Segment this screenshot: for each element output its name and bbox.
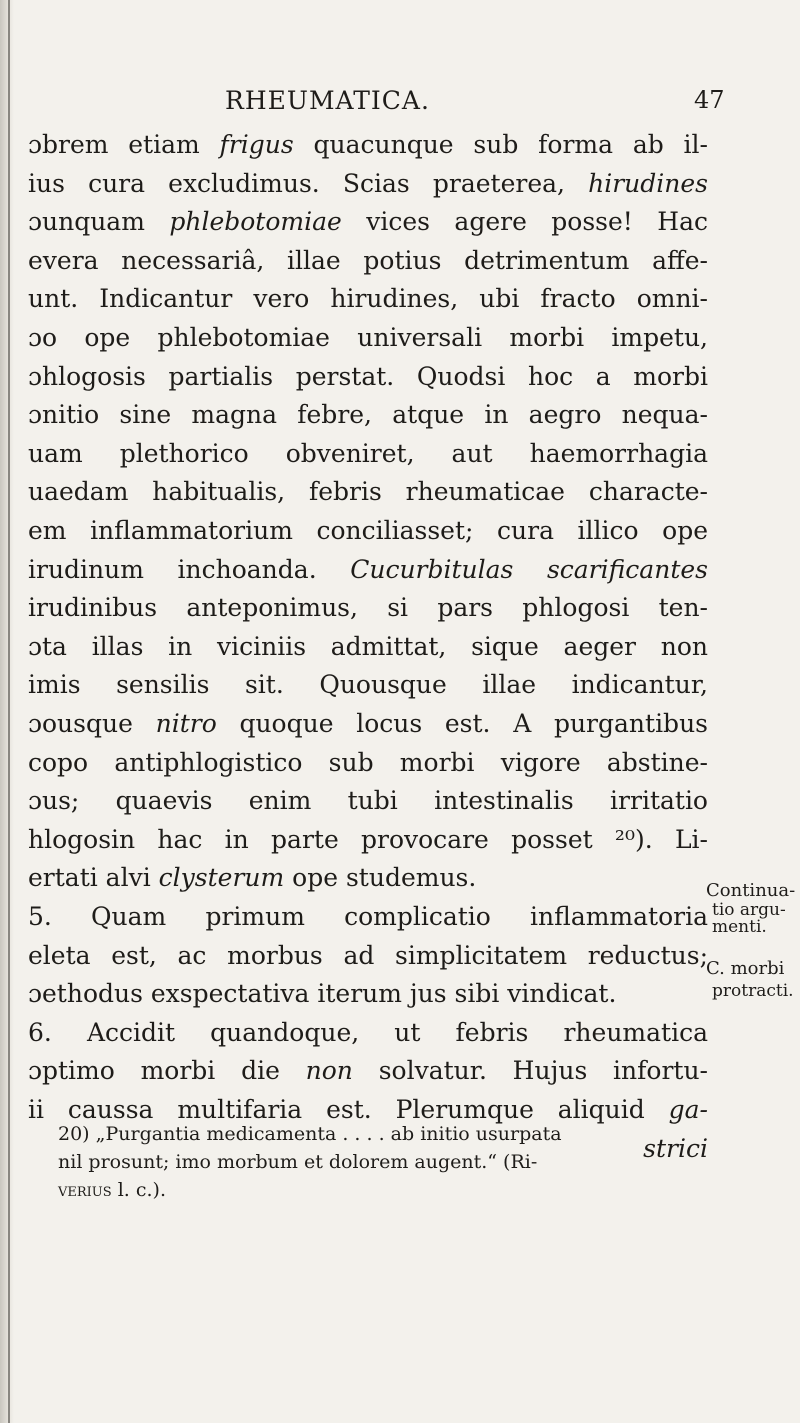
binding-gutter (0, 0, 14, 1423)
text-run: ɔnitio sine magna febre, atque in aegro nequa- (28, 400, 708, 430)
footnote (58, 1120, 708, 1204)
text-line (28, 1052, 708, 1090)
text-line (28, 551, 708, 589)
page-header (0, 86, 800, 116)
text-line (28, 975, 708, 1013)
italic-text: non (305, 1056, 353, 1086)
text-run: ɔhlogosis partialis perstat. Quodsi hoc a morbi (28, 361, 708, 391)
italic-text: frigus (219, 130, 294, 159)
text-line (28, 937, 708, 975)
text-run: copo antiphlogistico sub morbi vigore abstine- (28, 747, 708, 777)
text-line (28, 280, 708, 318)
text-run: ɔus; quaevis enim tubi intestinalis irritatio (28, 786, 708, 816)
text-run: quacunque sub forma ab il- (293, 130, 708, 159)
text-line (28, 165, 708, 203)
text-run: ɔo ope phlebotomiae universali morbi impetu, (28, 323, 708, 352)
margin-note-line: tio argu- (712, 900, 786, 920)
text-run: quoque locus est. A purgantibus (216, 709, 708, 738)
text-line (28, 628, 708, 666)
text-run: ɔousque (28, 709, 156, 738)
footnote-line: 20) „Purgantia medicamenta . . . . ab initio usurpata (58, 1123, 562, 1145)
text-run: hlogosin hac in parte provocare posset ²⁰). Li- (28, 824, 708, 854)
text-run: ɔta illas in viciniis admittat, sique aeger non (28, 631, 708, 661)
text-run: em inflammatorium conciliasset; cura illico ope (28, 516, 708, 545)
text-line (28, 396, 708, 434)
text-line (28, 705, 708, 743)
text-run: ɔethodus exspectativa iterum jus sibi vindicat. (28, 979, 617, 1009)
text-line (28, 1014, 708, 1052)
text-run: solvatur. Hujus infortu- (352, 1056, 708, 1086)
footnote-author: verius (58, 1179, 112, 1201)
margin-note-morbi-protracti (706, 958, 794, 1002)
text-line (28, 319, 708, 357)
text-run: 6. Accidit quandoque, ut febris rheumatica (28, 1017, 708, 1047)
text-line (28, 898, 708, 936)
text-line (28, 242, 708, 280)
footnote-line: nil prosunt; imo morbum et dolorem augent.“ (Ri- (58, 1151, 538, 1173)
text-run: uaedam habitualis, febris rheumaticae characte- (28, 477, 708, 507)
text-run: ertati alvi (28, 863, 159, 893)
margin-note-line: Continua- (706, 880, 796, 901)
text-line (28, 782, 708, 820)
text-run: unt. Indicantur vero hirudines, ubi fracto omni- (28, 284, 708, 314)
text-line (28, 358, 708, 396)
text-run: ɔptimo morbi die (28, 1056, 306, 1086)
text-run: eleta est, ac morbus ad simplicitatem reductus; (28, 940, 708, 970)
text-line (28, 512, 708, 550)
text-run: evera necessariâ, illae potius detrimentum affe- (28, 245, 708, 275)
italic-text: Cucurbitulas scarificantes (350, 554, 708, 584)
margin-note-line: C. morbi (706, 958, 785, 979)
text-run: ope studemus. (284, 863, 477, 893)
italic-text: hirudines (588, 168, 708, 198)
text-run: ɔbrem etiam (28, 130, 220, 159)
page-number: 47 (694, 86, 725, 114)
footnote-citation: l. c.). (111, 1179, 166, 1201)
text-run: 5. Quam primum complicatio inflammatoria (28, 902, 708, 931)
margin-note-line: menti. (712, 917, 767, 937)
italic-text: phlebotomiae (169, 207, 342, 237)
margin-note-continuatio (706, 880, 795, 936)
italic-text: ga- (668, 1095, 708, 1124)
text-run: uam plethorico obveniret, aut haemorrhagia (28, 438, 708, 468)
text-run: ii caussa multifaria est. Plerumque aliquid (28, 1095, 669, 1124)
italic-text: clysterum (158, 863, 285, 893)
text-run: ɔunquam (28, 207, 170, 237)
footnote-line (58, 1176, 708, 1204)
text-run: ius cura excludimus. Scias praeterea, (28, 168, 589, 198)
text-run: irudinibus anteponimus, si pars phlogosi ten- (28, 593, 708, 623)
italic-text: strici (643, 1133, 708, 1163)
text-line (28, 666, 708, 704)
text-line (28, 203, 708, 241)
text-line (28, 126, 708, 164)
text-run: irudinum inchoanda. (28, 554, 351, 584)
text-line (28, 859, 708, 897)
text-line (28, 821, 708, 859)
text-line (28, 473, 708, 511)
text-line (28, 589, 708, 627)
text-run: vices agere posse! Hac (341, 207, 708, 237)
text-line (28, 744, 708, 782)
text-run: imis sensilis sit. Quousque illae indicantur, (28, 670, 708, 700)
italic-text: nitro (155, 709, 217, 738)
text-line (28, 435, 708, 473)
running-head: RHEUMATICA. (225, 86, 430, 115)
gutter-edge (8, 0, 10, 1423)
margin-note-line: protracti. (712, 981, 794, 1001)
